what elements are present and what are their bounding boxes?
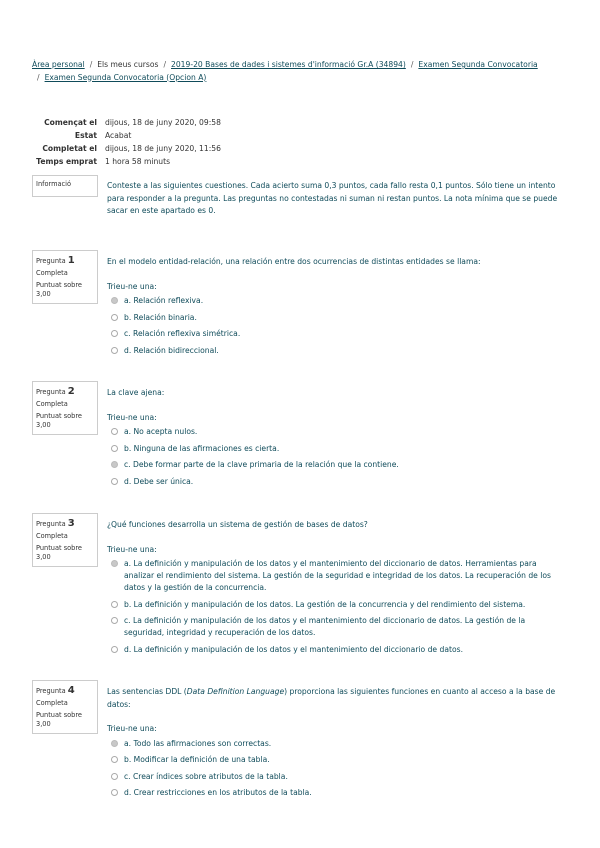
option-label: d. Relación bidireccional.: [124, 345, 219, 355]
score-value: 3,00: [36, 421, 51, 429]
answer-option[interactable]: [107, 644, 567, 656]
answer-option[interactable]: [107, 787, 567, 799]
option-label: b. Modificar la definición de una tabla.: [124, 755, 270, 764]
choose-one-prompt: Trieu-ne una:: [107, 724, 157, 733]
summary-row: [32, 155, 221, 168]
radio-button[interactable]: [111, 478, 118, 485]
question-score: [36, 544, 94, 562]
option-label: b. Relación binaria.: [124, 312, 197, 322]
radio-button[interactable]: [111, 428, 118, 435]
answer-option[interactable]: [107, 615, 567, 639]
breadcrumb-separator: /: [89, 60, 93, 69]
answer-option[interactable]: [107, 345, 567, 357]
summary-label: Temps emprat: [36, 157, 97, 166]
option-label: c. Debe formar parte de la clave primaria de la relación que la contiene.: [124, 460, 399, 469]
answer-option[interactable]: [107, 558, 567, 594]
summary-label: Estat: [74, 131, 97, 140]
radio-button[interactable]: [111, 617, 118, 624]
choose-one-prompt: Trieu-ne una:: [107, 281, 157, 291]
answer-option[interactable]: [107, 328, 567, 340]
question-info-box: [32, 680, 98, 734]
question-state: Completa: [36, 269, 68, 277]
question-content: [107, 387, 567, 492]
breadcrumb-separator: /: [163, 60, 167, 69]
radio-button[interactable]: [111, 347, 118, 354]
radio-button[interactable]: [111, 601, 118, 608]
option-label: d. Crear restricciones en los atributos de la tabla.: [124, 788, 312, 797]
summary-value: dijous, 18 de juny 2020, 11:56: [105, 144, 221, 153]
radio-button[interactable]: [111, 314, 118, 321]
option-label: c. Relación reflexiva simétrica.: [124, 329, 241, 338]
breadcrumb-separator: /: [37, 72, 40, 82]
question-state: Completa: [36, 532, 68, 540]
question-number: 4: [67, 685, 75, 696]
question-number: 2: [67, 386, 75, 397]
question-info-box: [32, 381, 98, 435]
option-label: a. No acepta nulos.: [124, 427, 198, 436]
info-text: Conteste a las siguientes cuestiones. Cada acierto suma 0,3 puntos, cada fallo resta 0,1 puntos. Sólo tiene un intento para responder a la pregunta. Las preguntas no contestadas ni suman ni restan puntos. La nota mínima que se puede sacar en este apartado es 0.: [107, 181, 558, 215]
breadcrumb-exam-option-a[interactable]: Examen Segunda Convocatoria (Opcion A): [44, 72, 207, 82]
option-label: a. Relación reflexiva.: [124, 296, 204, 305]
summary-value: 1 hora 58 minuts: [105, 157, 171, 166]
radio-button[interactable]: [111, 445, 118, 452]
answer-option[interactable]: [107, 738, 567, 750]
score-label: Puntuat sobre: [36, 412, 82, 420]
question-number: 1: [67, 255, 75, 266]
score-value: 3,00: [36, 553, 51, 561]
question-text: La clave ajena:: [107, 388, 165, 397]
breadcrumb-area-personal[interactable]: Àrea personal: [32, 60, 85, 69]
radio-button[interactable]: [111, 646, 118, 653]
score-label: Puntuat sobre: [36, 544, 82, 552]
breadcrumb-course[interactable]: 2019-20 Bases de dades i sistemes d'informació Gr.A (34894): [171, 60, 406, 69]
question-score: [36, 711, 94, 729]
answer-option[interactable]: [107, 295, 567, 307]
question-label: Pregunta: [36, 520, 66, 528]
answer-option[interactable]: [107, 443, 567, 455]
question-state: Completa: [36, 699, 68, 707]
radio-button[interactable]: [111, 297, 118, 304]
question-score: [36, 281, 94, 299]
question-text: En el modelo entidad-relación, una relación entre dos ocurrencias de distintas entidades se llama:: [107, 257, 481, 266]
radio-button[interactable]: [111, 560, 118, 567]
score-label: Puntuat sobre: [36, 711, 82, 719]
breadcrumb: [32, 59, 572, 84]
radio-button[interactable]: [111, 789, 118, 796]
question-info-box: [32, 513, 98, 567]
option-label: d. Debe ser única.: [124, 476, 194, 486]
summary-row: [32, 116, 221, 129]
option-label: b. Ninguna de las afirmaciones es cierta.: [124, 443, 280, 453]
question-content: [107, 519, 567, 660]
question-score: [36, 412, 94, 430]
summary-row: [32, 129, 221, 142]
choose-one-prompt: Trieu-ne una:: [107, 412, 157, 422]
radio-button[interactable]: [111, 330, 118, 337]
answer-option[interactable]: [107, 459, 567, 471]
answer-option[interactable]: [107, 599, 567, 611]
question-state: Completa: [36, 400, 68, 408]
option-label: b. La definición y manipulación de los datos. La gestión de la concurrencia y del rendimiento del sistema.: [124, 599, 526, 609]
summary-value: dijous, 18 de juny 2020, 09:58: [105, 118, 221, 127]
text-part: ) proporciona las siguientes funciones en cuanto al acceso a la base de datos:: [107, 687, 556, 709]
info-label: Informació: [36, 180, 72, 188]
answer-option[interactable]: [107, 771, 567, 783]
question-label: Pregunta: [36, 687, 66, 695]
option-label: c. La definición y manipulación de los datos y el mantenimiento del diccionario de datos. La gestión de la seguridad, integridad y recuperación de los datos.: [124, 616, 526, 637]
option-label: d. La definición y manipulación de los datos y el mantenimiento del diccionario de datos.: [124, 644, 463, 654]
question-text: [107, 686, 567, 711]
question-content: [107, 256, 567, 361]
info-box: [32, 175, 98, 197]
answer-option[interactable]: [107, 754, 567, 766]
question-info-box: [32, 250, 98, 304]
option-label: a. La definición y manipulación de los datos y el mantenimiento del diccionario de datos. Herramientas para analizar el rendimiento del sistema. La gestión de la seguridad e integridad de los datos. La recuperación de los datos y la gestión de la concurrencia.: [124, 559, 551, 592]
radio-button[interactable]: [111, 773, 118, 780]
choose-one-prompt: Trieu-ne una:: [107, 544, 157, 554]
answer-option[interactable]: [107, 426, 567, 438]
question-number: 3: [67, 518, 75, 529]
summary-row: [32, 142, 221, 155]
question-content: [107, 686, 567, 804]
summary-value: Acabat: [105, 131, 132, 140]
breadcrumb-exam[interactable]: Examen Segunda Convocatoria: [418, 60, 538, 69]
breadcrumb-separator: /: [410, 60, 414, 69]
attempt-summary: [32, 116, 221, 168]
text-emphasis: Data Definition Language: [186, 687, 285, 696]
score-value: 3,00: [36, 290, 51, 298]
question-label: Pregunta: [36, 257, 66, 265]
question-label: Pregunta: [36, 388, 66, 396]
text-part: Las sentencias DDL (: [107, 687, 187, 696]
question-text: ¿Qué funciones desarrolla un sistema de gestión de bases de datos?: [107, 520, 368, 529]
breadcrumb-els-meus-cursos: Els meus cursos: [97, 60, 159, 69]
answer-option[interactable]: [107, 476, 567, 488]
summary-label: Començat el: [44, 118, 97, 127]
summary-label: Completat el: [42, 144, 97, 153]
option-label: a. Todo las afirmaciones son correctas.: [124, 738, 272, 748]
radio-button[interactable]: [111, 756, 118, 763]
radio-button[interactable]: [111, 740, 118, 747]
score-label: Puntuat sobre: [36, 281, 82, 289]
score-value: 3,00: [36, 720, 51, 728]
option-label: c. Crear índices sobre atributos de la tabla.: [124, 771, 288, 781]
answer-option[interactable]: [107, 312, 567, 324]
radio-button[interactable]: [111, 461, 118, 468]
